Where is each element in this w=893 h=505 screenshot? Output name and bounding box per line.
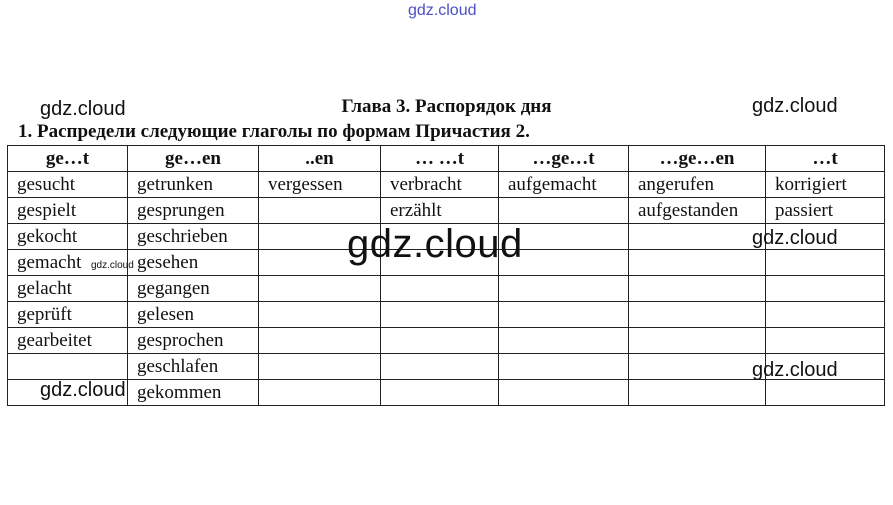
column-header: …t xyxy=(766,146,885,172)
column-header: ..en xyxy=(259,146,381,172)
table-cell: geschlafen xyxy=(128,354,259,380)
column-header: ge…en xyxy=(128,146,259,172)
table-cell: angerufen xyxy=(629,172,766,198)
watermark-right-lower: gdz.cloud xyxy=(752,359,838,381)
chapter-title: Глава 3. Распорядок дня xyxy=(341,96,552,117)
table-cell xyxy=(766,276,885,302)
table-cell xyxy=(766,302,885,328)
table-cell xyxy=(8,354,128,380)
table-cell: gesprochen xyxy=(128,328,259,354)
watermark-left-lower: gdz.cloud xyxy=(40,379,126,401)
table-cell xyxy=(629,276,766,302)
table-cell: gesucht xyxy=(8,172,128,198)
table-cell xyxy=(259,354,381,380)
table-row xyxy=(8,172,885,198)
table-cell: geschrieben xyxy=(128,224,259,250)
table-cell xyxy=(629,250,766,276)
table-cell xyxy=(766,328,885,354)
table-cell xyxy=(381,302,499,328)
table-cell xyxy=(629,302,766,328)
table-cell: geprüft xyxy=(8,302,128,328)
table-cell: gelesen xyxy=(128,302,259,328)
table-cell xyxy=(499,302,629,328)
table-header-row xyxy=(8,146,885,172)
table-cell xyxy=(629,380,766,406)
table-cell: aufgestanden xyxy=(629,198,766,224)
table-cell: erzählt xyxy=(381,198,499,224)
watermark-right-middle: gdz.cloud xyxy=(752,227,838,249)
table-row xyxy=(8,198,885,224)
table-cell xyxy=(259,276,381,302)
table-cell xyxy=(259,380,381,406)
table-cell: gesprungen xyxy=(128,198,259,224)
table-cell: gegangen xyxy=(128,276,259,302)
table-cell: gekocht xyxy=(8,224,128,250)
column-header: …ge…en xyxy=(629,146,766,172)
table-cell: verbracht xyxy=(381,172,499,198)
table-cell xyxy=(381,354,499,380)
column-header: …ge…t xyxy=(499,146,629,172)
watermark-top: gdz.cloud xyxy=(408,2,477,19)
table-cell xyxy=(499,198,629,224)
table-cell: gemacht xyxy=(8,250,128,276)
table-row xyxy=(8,276,885,302)
table-row xyxy=(8,380,885,406)
table-cell: gelacht xyxy=(8,276,128,302)
table-cell xyxy=(499,276,629,302)
watermark-small-inline: gdz.cloud xyxy=(91,260,134,271)
table-cell xyxy=(629,224,766,250)
table-cell: korrigiert xyxy=(766,172,885,198)
table-cell: gearbeitet xyxy=(8,328,128,354)
table-cell: passiert xyxy=(766,198,885,224)
watermark-center: gdz.cloud xyxy=(347,222,523,266)
watermark-left-upper: gdz.cloud xyxy=(40,98,126,120)
table-cell xyxy=(629,328,766,354)
table-cell xyxy=(381,380,499,406)
table-cell: vergessen xyxy=(259,172,381,198)
table-cell: gesehen xyxy=(128,250,259,276)
watermark-right-upper: gdz.cloud xyxy=(752,95,838,117)
task-instruction: 1. Распредели следующие глаголы по формам Причастия 2. xyxy=(18,121,530,142)
table-cell xyxy=(381,328,499,354)
table-cell xyxy=(381,276,499,302)
column-header: … …t xyxy=(381,146,499,172)
table-cell xyxy=(499,354,629,380)
table-row xyxy=(8,302,885,328)
table-cell xyxy=(499,380,629,406)
table-cell xyxy=(259,328,381,354)
table-cell xyxy=(259,302,381,328)
table-cell xyxy=(499,328,629,354)
table-cell xyxy=(766,250,885,276)
table-cell xyxy=(766,380,885,406)
column-header: ge…t xyxy=(8,146,128,172)
table-cell: aufgemacht xyxy=(499,172,629,198)
table-cell: getrunken xyxy=(128,172,259,198)
table-cell: gekommen xyxy=(128,380,259,406)
table-cell: gespielt xyxy=(8,198,128,224)
table-row xyxy=(8,328,885,354)
table-cell xyxy=(259,198,381,224)
table-cell xyxy=(629,354,766,380)
